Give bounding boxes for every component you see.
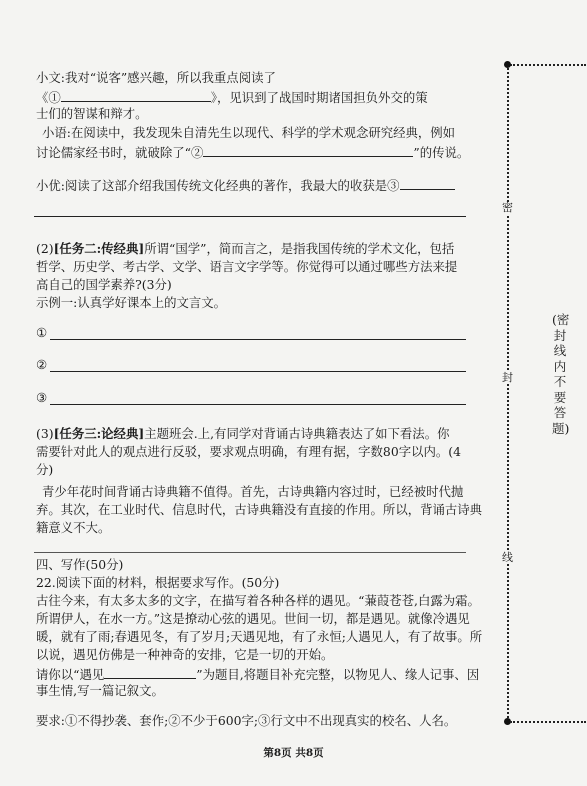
binding-line-top: [510, 64, 586, 66]
task3-line-1: (3)[任务三:论经典]主题班会.上,有同学对背诵古诗典籍表达了如下看法。你: [36, 426, 450, 441]
binding-line-vertical: [507, 68, 509, 718]
answer-blank-2[interactable]: [203, 142, 413, 157]
writing-section-title: 四、写作(50分): [36, 557, 124, 572]
section-divider: [34, 552, 466, 553]
binding-note: (密封线内不要答题): [552, 312, 570, 436]
material-line-3: 暖，就有了雨;春遇见冬，有了岁月;天遇见地，有了永恒;人遇见人，有了故事。所: [36, 629, 483, 644]
task2-line-1: (2)[任务二:传经典]所谓“国学”，简而言之，是指我国传统的学术文化，包括: [36, 241, 455, 256]
task3-quote-2: 弃。其次，在工业时代、信息时代，古诗典籍没有直接的作用。所以，背诵古诗典: [36, 502, 483, 517]
title-blank[interactable]: [104, 664, 196, 679]
task3-line-2: 需要针对此人的观点进行反驳，要求观点明确，有理有据，字数80字以内。(4: [36, 444, 461, 459]
material-line-4: 以说，遇见仿佛是一种神奇的安排，它是一切的开始。: [36, 647, 334, 662]
task2-line-3: 高自己的国学素养?(3分): [36, 277, 172, 292]
xiaowen-line-1: 小文:我对“说客”感兴趣，所以我重点阅读了: [36, 70, 276, 85]
answer-blank-1[interactable]: [61, 87, 211, 102]
task2-line-2: 哲学、历史学、考古学、文学、语言文字学等。你觉得可以通过哪些方法来提: [36, 259, 458, 274]
answer-line-1[interactable]: [50, 339, 466, 340]
binding-char-feng: 封: [502, 371, 513, 384]
requirements: 要求:①不得抄袭、套作;②不少于600字;③行文中不出现真实的校名、人名。: [36, 713, 457, 728]
xiaoyu-line-1: 小语:在阅读中，我发现朱自清先生以现代、科学的学术观念研究经典，例如: [42, 125, 456, 140]
task2-example: 示例一:认真学好课本上的文言文。: [36, 295, 227, 310]
task2-answer-3: ③: [36, 390, 48, 405]
xiaoyu-line-2: 讨论儒家经书时，就破除了“② ”的传说。: [36, 142, 471, 162]
xiaoyou-line: 小优:阅读了这部介绍我国传统文化经典的著作，我最大的收获是③: [36, 175, 471, 195]
question-22: 22.阅读下面的材料，根据要求写作。(50分): [36, 575, 280, 590]
page-footer: 第8页 共8页: [263, 747, 324, 759]
prompt-line-1: 请你以“遇见 ”为题目,将题目补充完整，以物见人、缘人记事、因: [36, 664, 471, 684]
prompt-line-2: 事生情,写一篇记叙文。: [36, 683, 164, 698]
answer-line-3b[interactable]: [34, 216, 466, 217]
binding-line-bottom: [510, 721, 586, 723]
material-line-1: 古往今来，有太多太多的文字，在描写着各种各样的遇见。“蒹葭苍苍,白露为霜。: [36, 593, 480, 608]
binding-dot-top: [504, 61, 511, 68]
task3-quote-3: 籍意义不大。: [36, 520, 111, 535]
task2-answer-1: ①: [36, 325, 48, 340]
task2-answer-2: ②: [36, 357, 48, 372]
xiaowen-line-3: 士们的智谋和辩才。: [36, 106, 148, 121]
answer-line-3[interactable]: [50, 404, 466, 405]
task3-line-3: 分): [36, 462, 54, 477]
material-line-2: 所谓伊人，在水一方。”这是撩动心弦的遇见。世间一切，都是遇见。就像冷遇见: [36, 611, 470, 626]
answer-line-2[interactable]: [50, 371, 466, 372]
binding-char-mi: 密: [502, 201, 513, 214]
task3-quote-1: 青少年花时间背诵古诗典籍不值得。首先，古诗典籍内容过时，已经被时代抛: [42, 484, 464, 499]
answer-blank-3[interactable]: [400, 175, 455, 190]
binding-char-xian: 线: [502, 551, 513, 564]
xiaowen-line-2: 《① 》，见识到了战国时期诸国担负外交的策: [36, 87, 471, 107]
